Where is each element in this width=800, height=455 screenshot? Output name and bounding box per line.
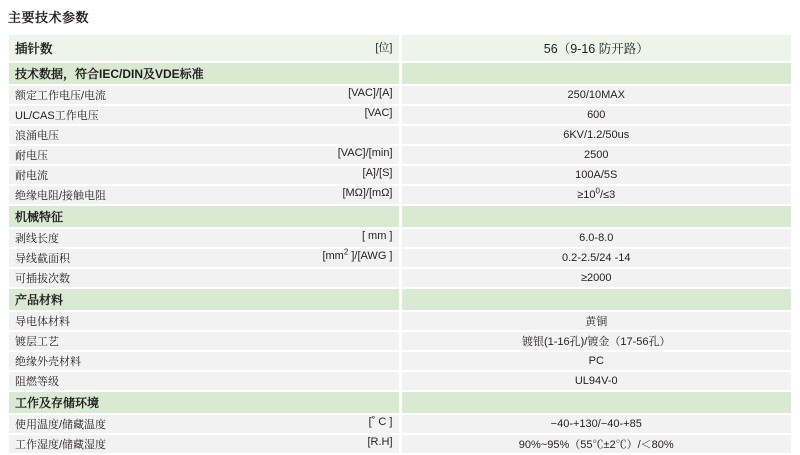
unit-post: ]/[AWG ] [348,250,393,262]
row-label: 插针数 [15,42,53,56]
row-unit: [位] [375,42,393,54]
row-value [402,186,792,204]
table-section-header [9,206,791,227]
section-spacer [402,63,792,84]
specifications-body [9,35,791,453]
row-value: PC [402,352,792,370]
row-value: 90%~95%（55℃±2℃）/＜80% [402,435,792,453]
row-unit [322,247,393,262]
row-unit: [VAC]/[A] [348,87,393,99]
row-label-cell [9,146,399,164]
table-row [9,146,791,164]
row-value: 100A/5S [402,166,792,184]
row-value: −40-+130/−40-+85 [402,415,792,433]
row-label: 绝缘外壳材料 [15,356,81,368]
table-row [9,106,791,124]
page-title: 主要技术参数 [8,10,90,25]
row-label-cell [9,229,399,247]
row-label: UL/CAS工作电压 [15,110,99,122]
row-label: 额定工作电压/电流 [15,90,107,102]
row-value: ≥2000 [402,269,792,287]
row-label-cell [9,166,399,184]
row-label-cell [9,312,399,330]
row-label-cell [9,372,399,390]
value-post: /≤3 [600,189,616,201]
table-row [9,229,791,247]
row-label: 耐电压 [15,150,48,162]
row-label-cell [9,269,399,287]
row-value: 6.0-8.0 [402,229,792,247]
section-label: 工作及存储环境 [9,392,399,413]
row-label: 阻燃等级 [15,376,59,388]
row-label: 导电体材料 [15,316,70,328]
row-value: 6KV/1.2/50us [402,126,792,144]
table-section-header [9,289,791,310]
row-value: 600 [402,106,792,124]
row-label: 使用温度/储藏温度 [15,419,107,431]
table-row [9,186,791,204]
row-value: 黄铜 [402,312,792,330]
value-superscript: 0 [595,186,600,196]
row-label-cell [9,126,399,144]
row-value: 0.2-2.5/24 -14 [402,249,792,267]
section-spacer [402,289,792,310]
table-row [9,166,791,184]
section-spacer [402,206,792,227]
row-value: 镀银(1-16孔)/镀金（17-56孔） [402,332,792,350]
value-pre: ≥10 [577,189,596,201]
row-unit: [MΩ]/[mΩ] [342,187,393,199]
row-unit: [A]/[S] [362,167,393,179]
unit-pre: [mm [322,250,344,262]
table-row [9,415,791,433]
table-row [9,86,791,104]
row-label-cell [9,415,399,433]
row-value: UL94V-0 [402,372,792,390]
row-label-cell [9,435,399,453]
table-section-header [9,63,791,84]
row-unit: [VAC]/[min] [337,147,393,159]
table-row [9,312,791,330]
row-value: 56（9-16 防开路） [402,35,792,61]
row-unit: [R.H] [367,436,393,448]
row-label-cell [9,249,399,267]
row-unit: [VAC] [364,107,393,119]
row-value: 250/10MAX [402,86,792,104]
section-label: 技术数据，符合IEC/DIN及VDE标准 [9,63,399,84]
row-label: 剥线长度 [15,233,59,245]
row-label-cell [9,35,399,61]
section-spacer [402,392,792,413]
table-row [9,352,791,370]
section-label: 机械特征 [9,206,399,227]
table-row [9,332,791,350]
table-row [9,372,791,390]
unit-superscript: 2 [343,247,349,257]
row-label: 导线截面积 [15,253,70,265]
specifications-table [6,33,794,455]
table-row [9,126,791,144]
section-label: 产品材料 [9,289,399,310]
row-value: 2500 [402,146,792,164]
row-label: 绝缘电阻/接触电阻 [15,190,107,202]
row-label: 镀层工艺 [15,336,59,348]
row-unit: [˚ C ] [368,416,393,428]
row-label: 浪涌电压 [15,130,59,142]
row-label: 可插拔次数 [15,273,70,285]
row-label-cell [9,352,399,370]
row-label: 耐电流 [15,170,48,182]
table-row [9,269,791,287]
table-row [9,435,791,453]
table-section-header [9,392,791,413]
table-row [9,35,791,61]
row-unit: [ mm ] [361,230,393,242]
row-label-cell [9,186,399,204]
row-label-cell [9,332,399,350]
row-label: 工作湿度/储藏湿度 [15,439,107,451]
row-label-cell [9,106,399,124]
row-label-cell [9,86,399,104]
table-row [9,249,791,267]
